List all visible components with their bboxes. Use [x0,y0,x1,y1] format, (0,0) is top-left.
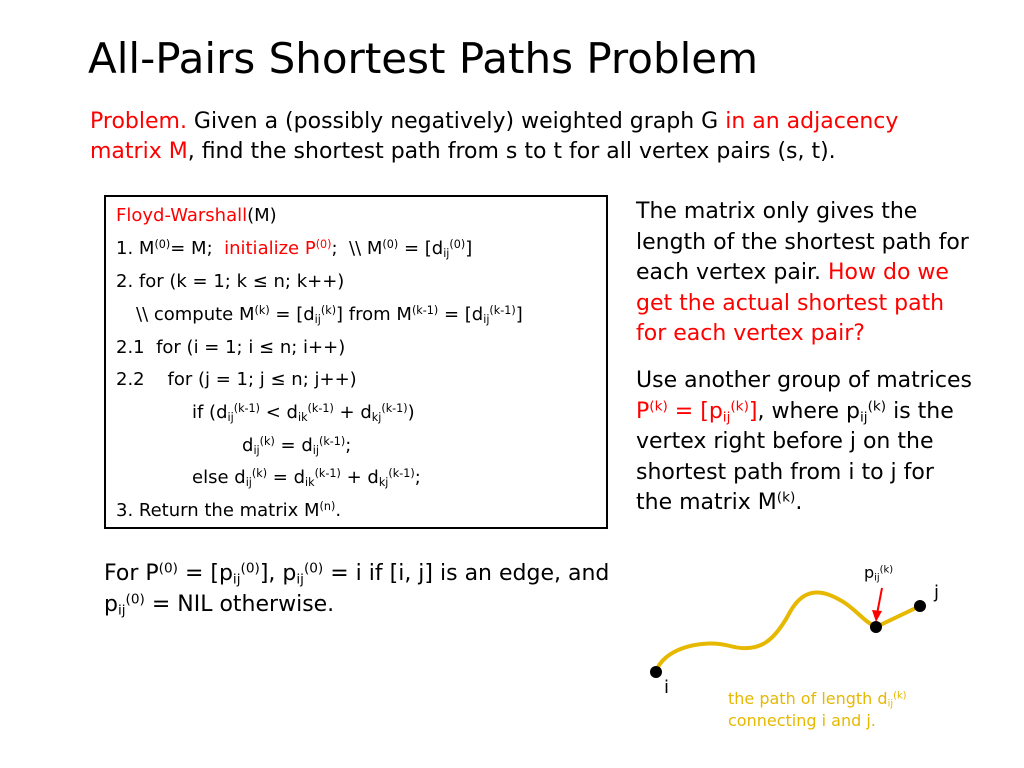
shortest-path-curve [656,592,920,672]
algo-name: Floyd-Warshall [116,205,248,226]
problem-text-1: Given a (possibly negatively) weighted graph G [186,109,726,134]
algo-step-2: 2. for (k = 1; k ≤ n; k++) [116,271,345,292]
vertex-pij [870,621,882,633]
right-para-1-text: The matrix only gives the length of the shortest path for each vertex pair. [636,199,969,285]
label-j: j [934,582,940,603]
path-caption: the path of length $d_{ij}^{(k)}$ connecting i and j. [728,689,907,730]
algo-step-1: 1. $M^{(0)}= M$; initialize $P^{(0)}$; \\ $M^{(0)} = [d_{ij}^{(0)}]$ [116,237,473,260]
algo-else: else $d_{ij}^{(k)} = d_{ik}^{(k-1)} + d_{kj}^{(k-1)}$; [192,466,421,489]
right-para-2: Use another group of matrices $P^{(k)} = [p_{ij}^{(k)}]$, where $p_{ij}^{(k)}$ is the vertex right before j on the shortest path from i to j for the matrix $M^{(k)}$. [636,368,972,515]
vertex-i [650,666,662,678]
label-i: i [664,677,670,698]
algo-comment: \\ compute $M^{(k)} = [d_{ij}^{(k)}]$ from $M^{(k-1)} = [d_{ij}^{(k-1)}]$ [136,303,523,326]
right-para-1-question: How do we get the actual shortest path for each vertex pair? [636,260,949,346]
algo-step-2-2: 2.2 for (j = 1; j ≤ n; j++) [116,369,357,390]
algo-step-3: 3. Return the matrix $M^{(n)}$. [116,499,342,521]
pij-label: $p_{ij}^{(k)}$ [864,563,894,584]
algo-arg: (M) [247,205,277,226]
pij-arrow [877,588,882,614]
vertex-j [914,600,926,612]
algo-assign: $d_{ij}^{(k)} = d_{ij}^{(k-1)}$; [242,434,352,457]
p0-definition: For $P^{(0)} = [p_{ij}^{(0)}]$, $p_{ij}^{(0)} = i$ if [i, j] is an edge, and $p_{ij}^{(0)}$ = NIL otherwise. [104,560,610,619]
algo-step-2-1: 2.1 for (i = 1; i ≤ n; i++) [116,337,346,358]
page-title: All-Pairs Shortest Paths Problem [88,34,759,83]
problem-red-text: in an adjacency matrix M [90,109,899,164]
problem-text-2: , find the shortest path from s to t for all vertex pairs (s, t). [187,139,836,164]
problem-label: Problem. [90,109,187,134]
algo-if: if $(d_{ij}^{(k-1)} < d_{ik}^{(k-1)} + d_{kj}^{(k-1)})$ [192,401,415,424]
pij-arrowhead [872,610,882,622]
